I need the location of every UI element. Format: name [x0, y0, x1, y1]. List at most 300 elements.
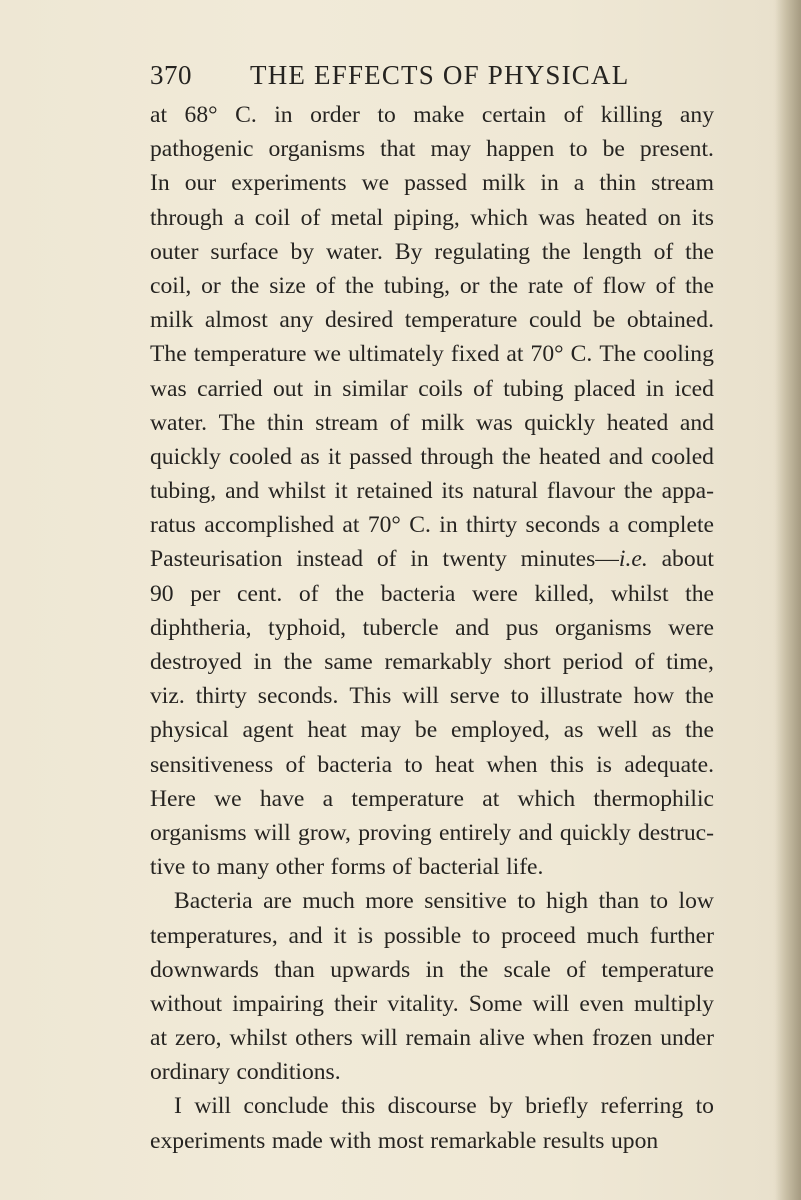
word: life. — [506, 854, 544, 881]
word: carried — [197, 375, 263, 402]
word: than — [274, 956, 315, 983]
word: heated — [585, 204, 648, 231]
word: proving — [358, 819, 432, 846]
word: is — [357, 922, 374, 949]
word: flavour — [546, 478, 616, 505]
text-line — [150, 1055, 714, 1089]
word: tubing, — [150, 478, 217, 505]
word: By — [394, 238, 423, 265]
page-number: 370 — [150, 60, 192, 90]
word: complete — [627, 512, 714, 539]
word: any — [679, 102, 714, 128]
word: of — [655, 272, 676, 299]
word: to — [510, 683, 529, 710]
word: the — [685, 272, 714, 299]
word: frozen — [591, 1025, 653, 1052]
word: a — [322, 785, 334, 812]
word: milk — [421, 409, 465, 436]
word: ultimately — [348, 341, 444, 368]
word: Some — [468, 990, 523, 1017]
word: natural — [472, 478, 539, 505]
word: of — [389, 409, 410, 436]
text-line — [150, 1021, 714, 1055]
word: the — [230, 272, 260, 299]
word: killing — [600, 102, 663, 128]
word: size — [269, 272, 306, 299]
text-line — [150, 816, 714, 850]
word: quickly — [524, 409, 596, 436]
word: the — [459, 956, 489, 983]
word: on — [657, 204, 682, 231]
word: temperature — [601, 956, 714, 983]
word: temperature — [404, 307, 518, 334]
word: typhoid, — [268, 614, 347, 641]
word: organisms — [554, 614, 652, 641]
word: of — [473, 375, 493, 402]
word: stream — [651, 170, 714, 197]
word: have — [259, 785, 305, 812]
word: of — [573, 272, 593, 299]
word: to — [404, 751, 423, 778]
word: cooling — [643, 341, 714, 368]
word: without — [150, 990, 223, 1017]
word: of — [563, 102, 584, 128]
word: and — [608, 443, 643, 470]
word: to — [377, 102, 396, 128]
word: conclude — [243, 1093, 329, 1120]
word: C. — [570, 341, 593, 368]
word: the — [489, 272, 519, 299]
word: at — [150, 1025, 168, 1052]
word: much — [586, 922, 639, 949]
word: in — [313, 375, 332, 402]
word: we — [361, 170, 390, 197]
word: forms — [330, 854, 386, 881]
word: alive — [479, 1025, 525, 1052]
text-line — [150, 611, 714, 645]
word: C. — [235, 102, 257, 128]
word: almost — [204, 307, 268, 334]
word: the — [685, 238, 714, 265]
word: tive — [150, 854, 186, 881]
word: minutes—i.e. — [520, 546, 648, 573]
word: Here — [150, 785, 196, 812]
word: to — [569, 136, 588, 163]
word: thirty — [466, 512, 518, 539]
word: many — [216, 854, 270, 881]
word: through — [420, 443, 494, 470]
word: quickly — [150, 443, 221, 470]
word: others — [295, 1025, 353, 1052]
word: retained — [356, 478, 433, 505]
word: other — [275, 854, 325, 881]
word: possible — [383, 922, 462, 949]
word: be — [592, 307, 616, 334]
word: present. — [639, 136, 714, 163]
text-line — [150, 782, 714, 816]
word: it — [327, 443, 342, 470]
word: of — [634, 649, 655, 675]
word: experiments — [231, 170, 347, 197]
text-line — [150, 303, 714, 337]
word: temperature — [193, 341, 307, 368]
word: may — [360, 717, 402, 744]
word: upon — [610, 1127, 659, 1154]
word: the — [685, 683, 714, 710]
word: The — [599, 341, 637, 368]
word: by — [489, 1093, 513, 1120]
word: results — [542, 1127, 605, 1154]
word: and — [518, 819, 553, 846]
word: how — [633, 683, 675, 710]
word: low — [678, 888, 714, 915]
word: bacterial — [418, 854, 500, 881]
text-line — [150, 98, 714, 132]
word: 70° — [367, 512, 401, 539]
word: well — [597, 717, 638, 744]
word: of — [653, 238, 674, 265]
word: viz. — [150, 683, 185, 710]
word: the — [283, 649, 313, 675]
text-line — [150, 919, 714, 953]
word: in — [253, 649, 272, 675]
word: agent — [242, 717, 294, 744]
word: impairing — [232, 990, 324, 1017]
word: cooled — [228, 443, 292, 470]
text-line — [150, 748, 714, 782]
text-line — [150, 679, 714, 713]
word: with — [329, 1127, 372, 1154]
word: order — [310, 102, 360, 128]
word: appa- — [661, 478, 714, 505]
word: will — [402, 683, 439, 710]
word: even — [579, 990, 624, 1017]
word: which — [517, 785, 576, 812]
word: in — [425, 956, 444, 983]
word: regulating — [434, 238, 530, 265]
word: referring — [600, 1093, 684, 1120]
word: the — [541, 238, 571, 265]
word: their — [334, 990, 378, 1017]
word: milk — [482, 170, 526, 197]
word: whilst — [610, 580, 669, 607]
word: as — [300, 443, 320, 470]
text-line — [150, 372, 714, 406]
word: twenty — [442, 546, 507, 573]
word: entirely — [439, 819, 512, 846]
word: coil — [254, 204, 291, 231]
word: when — [532, 1025, 584, 1052]
word: vitality. — [387, 990, 459, 1017]
word: may — [430, 136, 472, 163]
word: The — [150, 341, 187, 368]
word: at — [150, 102, 168, 128]
word: ordinary — [150, 1059, 230, 1086]
word: experiments — [150, 1127, 266, 1154]
word: tubercle — [362, 614, 439, 641]
word: water. — [150, 409, 207, 436]
word: happen — [486, 136, 555, 163]
word: coils — [418, 375, 463, 402]
word: its — [441, 478, 464, 505]
word: instead — [296, 546, 364, 573]
word: proceed — [501, 922, 576, 949]
word: of — [300, 204, 321, 231]
word: were — [472, 580, 518, 607]
word: and — [679, 409, 714, 436]
word: sensitiveness — [150, 751, 274, 778]
word: desired — [325, 307, 394, 334]
word: organisms — [150, 819, 247, 846]
word: adequate. — [624, 751, 714, 778]
word: the — [501, 443, 531, 470]
word: conditions. — [236, 1059, 341, 1086]
word: the — [345, 272, 374, 299]
word: remain — [405, 1025, 472, 1052]
word: of — [298, 580, 319, 607]
word: temperature — [351, 785, 464, 812]
text-line — [150, 440, 714, 474]
text-line — [150, 166, 714, 200]
body-text — [150, 98, 714, 1158]
word: grow, — [298, 819, 351, 846]
word: at — [506, 341, 524, 368]
word: heat — [434, 751, 475, 778]
text-line — [150, 269, 714, 303]
word: in — [439, 512, 458, 539]
text-line — [150, 132, 714, 166]
word: when — [486, 751, 538, 778]
word: under — [660, 1025, 714, 1052]
word: it — [334, 478, 348, 505]
word: much — [302, 888, 355, 915]
word: similar — [342, 375, 408, 402]
word: thin — [266, 409, 304, 436]
text-line — [150, 474, 714, 508]
word: at — [482, 785, 500, 812]
word: ratus — [150, 512, 196, 539]
word: as — [563, 717, 584, 744]
word: or — [201, 272, 221, 299]
word: cooled — [651, 443, 714, 470]
text-line — [150, 953, 714, 987]
word: heated — [539, 443, 601, 470]
word: flow — [602, 272, 646, 299]
word: short — [503, 649, 551, 675]
word: physical — [150, 717, 229, 744]
word: most — [377, 1127, 424, 1154]
word: be — [414, 717, 438, 744]
word: thirty — [195, 683, 247, 710]
text-line — [150, 1089, 714, 1123]
text-line — [150, 577, 714, 611]
running-head: THE EFFECTS OF PHYSICAL — [250, 60, 630, 90]
word: stream — [315, 409, 379, 436]
word: heat — [307, 717, 347, 744]
word: pus — [505, 614, 539, 641]
word: fixed — [450, 341, 500, 368]
word: Bacteria — [174, 888, 253, 915]
word: were — [668, 614, 714, 641]
word: as — [651, 717, 672, 744]
word: outer — [150, 238, 199, 265]
word: remarkable — [430, 1127, 537, 1154]
word: or — [459, 272, 480, 299]
word: diphtheria, — [150, 614, 252, 641]
word: C. — [409, 512, 431, 539]
word: which — [470, 204, 528, 231]
word: serve — [449, 683, 500, 710]
word: was — [538, 204, 576, 231]
word: thermophilic — [593, 785, 714, 812]
word: the — [623, 478, 653, 505]
word: any — [279, 307, 314, 334]
word: be — [602, 136, 625, 163]
word: are — [263, 888, 292, 915]
word: accomplished — [204, 512, 334, 539]
word: iced — [674, 375, 714, 402]
word: quickly — [559, 819, 631, 846]
word: more — [365, 888, 414, 915]
text-line — [150, 713, 714, 747]
word: through — [150, 204, 224, 231]
word: remarkably — [384, 649, 492, 675]
word: in — [540, 170, 559, 197]
word: will — [253, 819, 291, 846]
word: we — [313, 341, 342, 368]
word: the — [685, 580, 714, 607]
word: by — [290, 238, 315, 265]
word: milk — [150, 307, 194, 334]
word: was — [150, 375, 187, 402]
word: length — [582, 238, 642, 265]
word: placed — [573, 375, 636, 402]
word: pathogenic — [150, 136, 254, 163]
word: seconds — [525, 512, 601, 539]
word: whilst — [268, 478, 326, 505]
word: the — [685, 717, 714, 744]
word: per — [190, 580, 221, 607]
word: its — [691, 204, 714, 231]
word: passed — [349, 443, 413, 470]
word: the — [335, 580, 365, 607]
word: heated — [606, 409, 669, 436]
page-binding-shadow — [775, 0, 801, 1200]
word: will — [194, 1093, 232, 1120]
word: thin — [599, 170, 637, 197]
word: than — [598, 888, 640, 915]
word: in — [410, 546, 429, 573]
text-line — [150, 201, 714, 235]
word: this — [341, 1093, 376, 1120]
word: same — [324, 649, 373, 675]
word: made — [271, 1127, 323, 1154]
word: downwards — [150, 956, 259, 983]
text-line — [150, 235, 714, 269]
text-line — [150, 645, 714, 679]
page-header — [150, 60, 710, 100]
word: to — [471, 922, 491, 949]
word: in — [645, 375, 665, 402]
text-line — [150, 337, 714, 371]
word: 70° — [530, 341, 564, 368]
word: of — [315, 272, 336, 299]
word: to — [649, 888, 669, 915]
word: and — [288, 922, 323, 949]
word: scale — [503, 956, 551, 983]
word: at — [342, 512, 360, 539]
word: employed, — [451, 717, 550, 744]
word: metal — [330, 204, 384, 231]
text-line — [150, 508, 714, 542]
word: to — [517, 888, 536, 915]
word: will — [532, 990, 570, 1017]
word: that — [380, 136, 416, 163]
text-line — [150, 987, 714, 1021]
word: high — [546, 888, 589, 915]
word: of — [376, 546, 397, 573]
word: sensitive — [424, 888, 507, 915]
text-line — [150, 850, 714, 884]
word: organisms — [268, 136, 366, 163]
word: out — [272, 375, 304, 402]
word: Pasteurisation — [150, 546, 283, 573]
word: was — [475, 409, 513, 436]
word: is — [596, 751, 612, 778]
word: certain — [481, 102, 547, 128]
word: zero, — [175, 1025, 222, 1052]
word: and — [225, 478, 260, 505]
word: cent. — [237, 580, 283, 607]
word: upwards — [330, 956, 411, 983]
word: make — [413, 102, 465, 128]
word: This — [349, 683, 392, 710]
text-line — [150, 542, 714, 576]
word: seconds. — [257, 683, 339, 710]
word: killed, — [534, 580, 595, 607]
word: tubing — [503, 375, 564, 402]
word: surface — [210, 238, 279, 265]
word: piping, — [393, 204, 460, 231]
word: to — [191, 854, 211, 881]
word: obtained. — [626, 307, 714, 334]
word: bacteria — [317, 751, 393, 778]
word: destroyed — [150, 649, 242, 675]
word: period — [562, 649, 623, 675]
word: in — [274, 102, 293, 128]
word: temperatures, — [150, 922, 278, 949]
word: time, — [666, 649, 714, 675]
word: I — [174, 1093, 182, 1120]
word: water. — [325, 238, 383, 265]
word: 68° — [184, 102, 218, 128]
word: further — [649, 922, 714, 949]
word: 90 — [150, 580, 174, 607]
text-line — [150, 1124, 714, 1158]
word: of — [285, 751, 306, 778]
word: rate — [527, 272, 564, 299]
word: it — [333, 922, 347, 949]
word: coil, — [150, 272, 192, 299]
word: we — [214, 785, 242, 812]
word: of — [566, 956, 586, 983]
word: discourse — [387, 1093, 477, 1120]
word: of — [392, 854, 412, 881]
word: could — [528, 307, 582, 334]
word: about — [661, 546, 714, 573]
word: In — [150, 170, 170, 197]
word: passed — [404, 170, 468, 197]
